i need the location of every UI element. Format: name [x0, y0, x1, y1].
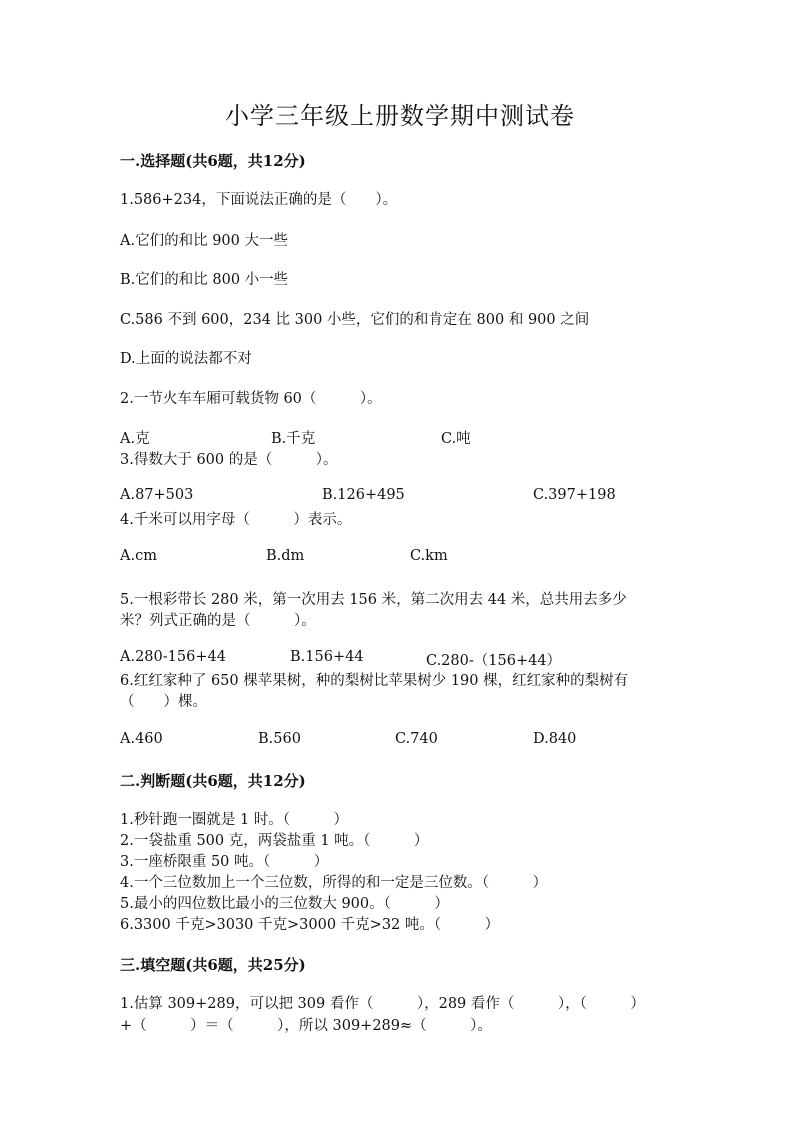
fill-blank-question-continued: +（ ）＝（ ），所以 309+289≈（ ）。 [120, 1018, 492, 1034]
option-b: B.560 [258, 731, 301, 747]
option-b: B.156+44 [290, 649, 364, 665]
fill-blank-question: 1.估算 309+289，可以把 309 看作（ ），289 看作（ ），（ ） [120, 996, 645, 1012]
page-title: 小学三年级上册数学期中测试卷 [225, 102, 575, 130]
option-d: D.上面的说法都不对 [120, 351, 252, 367]
option-a: A.克 [120, 431, 150, 447]
question-stem: 1.586+234，下面说法正确的是（ ）。 [120, 192, 398, 208]
option-c: C.km [410, 548, 448, 564]
question-stem-continued: （ ）棵。 [120, 694, 207, 710]
judgment-item: 3.一座桥限重 50 吨。（ ） [120, 854, 329, 870]
option-b: B.它们的和比 800 小一些 [120, 272, 289, 288]
judgment-item: 6.3300 千克>3030 千克>3000 千克>32 吨。（ ） [120, 917, 500, 933]
question-stem: 4.千米可以用字母（ ）表示。 [120, 512, 352, 528]
option-c: C.280-（156+44） [426, 653, 562, 669]
judgment-item: 1.秒针跑一圈就是 1 时。（ ） [120, 812, 349, 828]
option-a: A.它们的和比 900 大一些 [120, 233, 288, 249]
option-c: C.397+198 [533, 487, 616, 503]
question-stem: 5.一根彩带长 280 米，第一次用去 156 米，第二次用去 44 米，总共用去多少 [120, 592, 627, 608]
judgment-item: 5.最小的四位数比最小的三位数大 900。（ ） [120, 896, 449, 912]
question-stem: 2.一节火车车厢可载货物 60（ ）。 [120, 391, 382, 407]
section-heading-fill-blank: 三.填空题(共6题，共25分) [120, 956, 306, 974]
section-heading-choice: 一.选择题(共6题，共12分) [120, 152, 306, 170]
option-b: B.千克 [271, 431, 316, 447]
judgment-item: 4.一个三位数加上一个三位数，所得的和一定是三位数。（ ） [120, 875, 548, 891]
question-stem: 6.红红家种了 650 棵苹果树，种的梨树比苹果树少 190 棵，红红家种的梨树有 [120, 673, 629, 689]
option-a: A.cm [120, 548, 157, 564]
option-c: C.吨 [441, 431, 471, 447]
judgment-item: 2.一袋盐重 500 克，两袋盐重 1 吨。（ ） [120, 833, 429, 849]
question-stem-continued: 米？列式正确的是（ ）。 [120, 613, 316, 629]
option-a: A.280-156+44 [120, 649, 226, 665]
option-d: D.840 [533, 731, 577, 747]
question-stem: 3.得数大于 600 的是（ ）。 [120, 452, 338, 468]
option-a: A.460 [120, 731, 163, 747]
option-a: A.87+503 [120, 487, 194, 503]
option-c: C.740 [395, 731, 438, 747]
option-c: C.586 不到 600，234 比 300 小些，它们的和肯定在 800 和 900 之间 [120, 312, 590, 328]
option-b: B.dm [266, 548, 305, 564]
section-heading-judgment: 二.判断题(共6题，共12分) [120, 772, 306, 790]
option-b: B.126+495 [322, 487, 405, 503]
